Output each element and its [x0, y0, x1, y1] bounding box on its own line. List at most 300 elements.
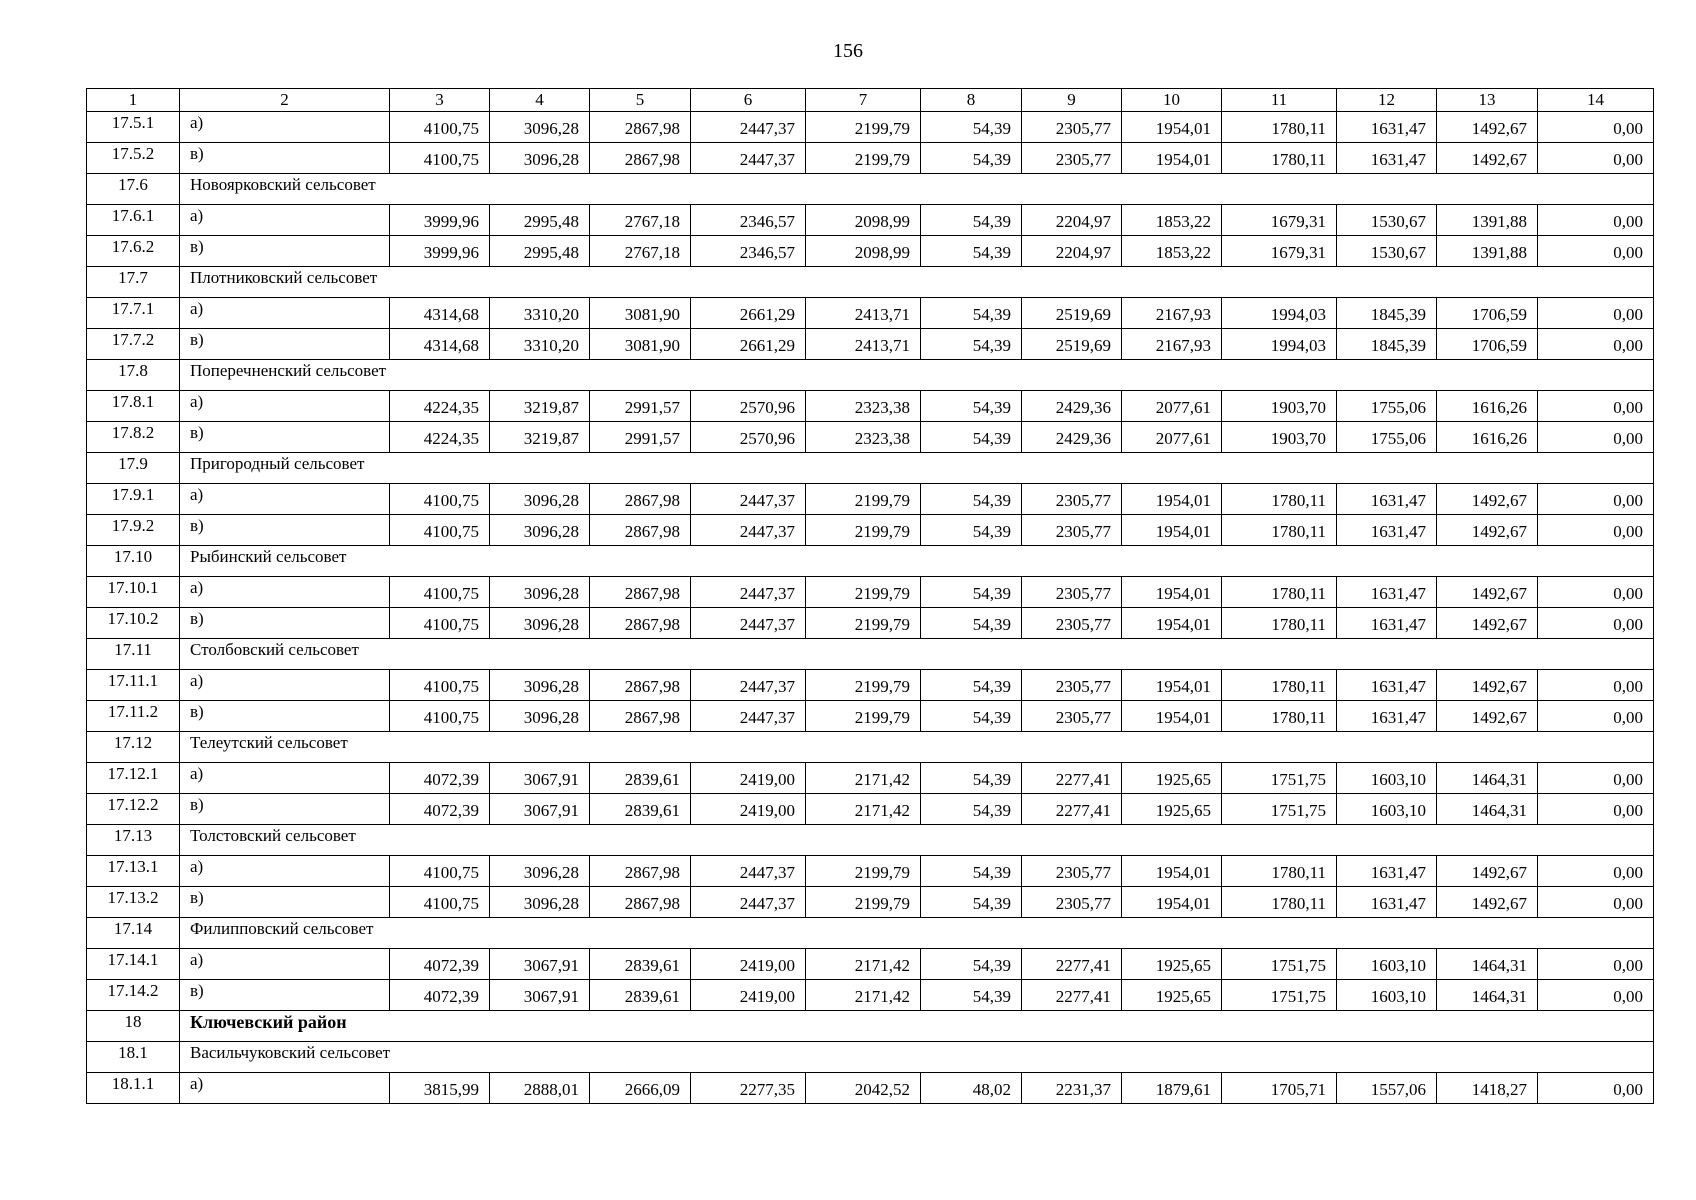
value-cell-col-6: 2419,00 [691, 949, 806, 980]
value-cell-col-5: 2991,57 [590, 391, 691, 422]
value-cell-col-11: 1751,75 [1222, 980, 1337, 1011]
table-row [87, 298, 1654, 329]
value-cell-col-14: 0,00 [1538, 1073, 1654, 1104]
row-label: а) [180, 298, 390, 329]
row-number: 17.11 [87, 639, 180, 670]
value-cell-col-10: 1853,22 [1122, 205, 1222, 236]
value-cell-col-4: 3219,87 [490, 422, 590, 453]
value-cell-col-12: 1845,39 [1337, 298, 1437, 329]
value-cell-col-9: 2305,77 [1022, 143, 1122, 174]
value-cell-col-10: 1925,65 [1122, 980, 1222, 1011]
value-cell-col-8: 48,02 [921, 1073, 1022, 1104]
value-cell-col-3: 4072,39 [390, 980, 490, 1011]
value-cell-col-9: 2277,41 [1022, 949, 1122, 980]
value-cell-col-13: 1492,67 [1437, 608, 1538, 639]
value-cell-col-14: 0,00 [1538, 329, 1654, 360]
value-cell-col-13: 1391,88 [1437, 236, 1538, 267]
value-cell-col-9: 2305,77 [1022, 670, 1122, 701]
row-number: 17.7 [87, 267, 180, 298]
table-row [87, 422, 1654, 453]
value-cell-col-8: 54,39 [921, 205, 1022, 236]
column-header-row [87, 89, 1654, 112]
value-cell-col-7: 2323,38 [806, 391, 921, 422]
value-cell-col-11: 1780,11 [1222, 112, 1337, 143]
value-cell-col-7: 2199,79 [806, 856, 921, 887]
value-cell-col-14: 0,00 [1538, 608, 1654, 639]
row-label: а) [180, 484, 390, 515]
row-number: 17.6.2 [87, 236, 180, 267]
value-cell-col-12: 1603,10 [1337, 949, 1437, 980]
value-cell-col-3: 4100,75 [390, 701, 490, 732]
value-cell-col-3: 4100,75 [390, 887, 490, 918]
value-cell-col-12: 1557,06 [1337, 1073, 1437, 1104]
value-cell-col-9: 2305,77 [1022, 856, 1122, 887]
value-cell-col-6: 2570,96 [691, 391, 806, 422]
value-cell-col-6: 2447,37 [691, 856, 806, 887]
value-cell-col-14: 0,00 [1538, 701, 1654, 732]
value-cell-col-8: 54,39 [921, 112, 1022, 143]
value-cell-col-14: 0,00 [1538, 980, 1654, 1011]
row-number: 17.12.2 [87, 794, 180, 825]
value-cell-col-9: 2305,77 [1022, 701, 1122, 732]
value-cell-col-11: 1679,31 [1222, 205, 1337, 236]
column-header-13: 13 [1437, 89, 1538, 112]
value-cell-col-3: 4100,75 [390, 608, 490, 639]
row-label: в) [180, 794, 390, 825]
row-number: 17.7.2 [87, 329, 180, 360]
row-number: 17.13.1 [87, 856, 180, 887]
value-cell-col-4: 3096,28 [490, 515, 590, 546]
value-cell-col-8: 54,39 [921, 143, 1022, 174]
row-label: а) [180, 763, 390, 794]
value-cell-col-9: 2305,77 [1022, 577, 1122, 608]
row-number: 17.9.1 [87, 484, 180, 515]
table-row [87, 205, 1654, 236]
value-cell-col-13: 1492,67 [1437, 112, 1538, 143]
section-name: Рыбинский сельсовет [180, 546, 1654, 577]
column-header-7: 7 [806, 89, 921, 112]
value-cell-col-4: 3096,28 [490, 608, 590, 639]
row-label: а) [180, 577, 390, 608]
value-cell-col-5: 3081,90 [590, 329, 691, 360]
value-cell-col-3: 4072,39 [390, 794, 490, 825]
value-cell-col-4: 3096,28 [490, 670, 590, 701]
value-cell-col-10: 1954,01 [1122, 515, 1222, 546]
section-header-row [87, 639, 1654, 670]
value-cell-col-3: 4224,35 [390, 391, 490, 422]
section-header-row [87, 453, 1654, 484]
value-cell-col-11: 1780,11 [1222, 608, 1337, 639]
value-cell-col-5: 2991,57 [590, 422, 691, 453]
row-label: а) [180, 112, 390, 143]
value-cell-col-11: 1780,11 [1222, 143, 1337, 174]
value-cell-col-7: 2199,79 [806, 887, 921, 918]
value-cell-col-11: 1679,31 [1222, 236, 1337, 267]
value-cell-col-11: 1780,11 [1222, 670, 1337, 701]
value-cell-col-3: 4072,39 [390, 949, 490, 980]
row-number: 17.11.2 [87, 701, 180, 732]
section-name: Столбовский сельсовет [180, 639, 1654, 670]
value-cell-col-14: 0,00 [1538, 887, 1654, 918]
row-number: 17.11.1 [87, 670, 180, 701]
row-number: 17.12.1 [87, 763, 180, 794]
value-cell-col-12: 1631,47 [1337, 608, 1437, 639]
value-cell-col-10: 1954,01 [1122, 143, 1222, 174]
value-cell-col-10: 2167,93 [1122, 298, 1222, 329]
row-label: а) [180, 949, 390, 980]
value-cell-col-10: 1954,01 [1122, 701, 1222, 732]
value-cell-col-9: 2519,69 [1022, 329, 1122, 360]
value-cell-col-6: 2661,29 [691, 329, 806, 360]
value-cell-col-8: 54,39 [921, 422, 1022, 453]
value-cell-col-11: 1780,11 [1222, 856, 1337, 887]
value-cell-col-8: 54,39 [921, 298, 1022, 329]
section-name: Пригородный сельсовет [180, 453, 1654, 484]
value-cell-col-14: 0,00 [1538, 670, 1654, 701]
table-row [87, 577, 1654, 608]
value-cell-col-9: 2204,97 [1022, 205, 1122, 236]
value-cell-col-8: 54,39 [921, 236, 1022, 267]
row-number: 18.1.1 [87, 1073, 180, 1104]
value-cell-col-11: 1751,75 [1222, 949, 1337, 980]
value-cell-col-10: 1954,01 [1122, 484, 1222, 515]
value-cell-col-6: 2661,29 [691, 298, 806, 329]
value-cell-col-3: 4314,68 [390, 329, 490, 360]
value-cell-col-3: 3999,96 [390, 205, 490, 236]
column-header-10: 10 [1122, 89, 1222, 112]
value-cell-col-7: 2323,38 [806, 422, 921, 453]
value-cell-col-5: 2666,09 [590, 1073, 691, 1104]
value-cell-col-10: 1954,01 [1122, 608, 1222, 639]
table-row [87, 236, 1654, 267]
section-header-row [87, 918, 1654, 949]
value-cell-col-12: 1755,06 [1337, 422, 1437, 453]
section-header-row [87, 174, 1654, 205]
row-label: в) [180, 143, 390, 174]
value-cell-col-8: 54,39 [921, 577, 1022, 608]
value-cell-col-5: 2867,98 [590, 112, 691, 143]
value-cell-col-6: 2419,00 [691, 794, 806, 825]
column-header-6: 6 [691, 89, 806, 112]
row-number: 17.14.1 [87, 949, 180, 980]
value-cell-col-13: 1492,67 [1437, 856, 1538, 887]
value-cell-col-3: 4100,75 [390, 670, 490, 701]
column-header-11: 11 [1222, 89, 1337, 112]
value-cell-col-13: 1464,31 [1437, 949, 1538, 980]
value-cell-col-13: 1616,26 [1437, 422, 1538, 453]
value-cell-col-12: 1631,47 [1337, 515, 1437, 546]
value-cell-col-13: 1492,67 [1437, 484, 1538, 515]
value-cell-col-11: 1780,11 [1222, 701, 1337, 732]
table-row [87, 143, 1654, 174]
column-header-4: 4 [490, 89, 590, 112]
value-cell-col-7: 2171,42 [806, 949, 921, 980]
value-cell-col-11: 1751,75 [1222, 794, 1337, 825]
value-cell-col-10: 1925,65 [1122, 794, 1222, 825]
value-cell-col-14: 0,00 [1538, 515, 1654, 546]
value-cell-col-7: 2199,79 [806, 670, 921, 701]
value-cell-col-12: 1631,47 [1337, 887, 1437, 918]
value-cell-col-9: 2305,77 [1022, 887, 1122, 918]
value-cell-col-10: 2077,61 [1122, 391, 1222, 422]
row-number: 18.1 [87, 1042, 180, 1073]
value-cell-col-7: 2171,42 [806, 763, 921, 794]
value-cell-col-6: 2447,37 [691, 143, 806, 174]
value-cell-col-7: 2199,79 [806, 701, 921, 732]
value-cell-col-4: 2995,48 [490, 205, 590, 236]
value-cell-col-3: 4100,75 [390, 515, 490, 546]
value-cell-col-5: 2867,98 [590, 484, 691, 515]
value-cell-col-3: 4072,39 [390, 763, 490, 794]
value-cell-col-8: 54,39 [921, 763, 1022, 794]
row-label: в) [180, 236, 390, 267]
value-cell-col-4: 3096,28 [490, 887, 590, 918]
section-name: Филипповский сельсовет [180, 918, 1654, 949]
value-cell-col-14: 0,00 [1538, 484, 1654, 515]
row-number: 17.8.1 [87, 391, 180, 422]
value-cell-col-6: 2447,37 [691, 112, 806, 143]
value-cell-col-6: 2447,37 [691, 515, 806, 546]
row-number: 17.10.2 [87, 608, 180, 639]
table-row [87, 391, 1654, 422]
value-cell-col-8: 54,39 [921, 856, 1022, 887]
value-cell-col-4: 3096,28 [490, 577, 590, 608]
row-number: 17.9 [87, 453, 180, 484]
value-cell-col-12: 1631,47 [1337, 143, 1437, 174]
value-cell-col-9: 2429,36 [1022, 391, 1122, 422]
value-cell-col-9: 2519,69 [1022, 298, 1122, 329]
value-cell-col-6: 2419,00 [691, 763, 806, 794]
value-cell-col-6: 2447,37 [691, 484, 806, 515]
value-cell-col-10: 1954,01 [1122, 856, 1222, 887]
value-cell-col-9: 2277,41 [1022, 763, 1122, 794]
value-cell-col-13: 1492,67 [1437, 515, 1538, 546]
value-cell-col-5: 2839,61 [590, 794, 691, 825]
column-header-3: 3 [390, 89, 490, 112]
value-cell-col-10: 2167,93 [1122, 329, 1222, 360]
column-header-1: 1 [87, 89, 180, 112]
row-number: 17.13 [87, 825, 180, 856]
value-cell-col-4: 3096,28 [490, 856, 590, 887]
value-cell-col-10: 1954,01 [1122, 670, 1222, 701]
column-header-14: 14 [1538, 89, 1654, 112]
value-cell-col-10: 1954,01 [1122, 577, 1222, 608]
value-cell-col-10: 1925,65 [1122, 949, 1222, 980]
value-cell-col-7: 2413,71 [806, 298, 921, 329]
section-name: Телеутский сельсовет [180, 732, 1654, 763]
value-cell-col-11: 1903,70 [1222, 391, 1337, 422]
row-label: а) [180, 391, 390, 422]
value-cell-col-6: 2570,96 [691, 422, 806, 453]
table-row [87, 484, 1654, 515]
value-cell-col-12: 1631,47 [1337, 856, 1437, 887]
table-row [87, 329, 1654, 360]
value-cell-col-8: 54,39 [921, 484, 1022, 515]
value-cell-col-14: 0,00 [1538, 298, 1654, 329]
value-cell-col-12: 1603,10 [1337, 980, 1437, 1011]
table-row [87, 763, 1654, 794]
row-number: 17.14.2 [87, 980, 180, 1011]
row-label: а) [180, 205, 390, 236]
value-cell-col-13: 1492,67 [1437, 577, 1538, 608]
value-cell-col-6: 2419,00 [691, 980, 806, 1011]
value-cell-col-4: 3067,91 [490, 794, 590, 825]
row-label: в) [180, 980, 390, 1011]
value-cell-col-9: 2305,77 [1022, 484, 1122, 515]
value-cell-col-9: 2429,36 [1022, 422, 1122, 453]
value-cell-col-9: 2305,77 [1022, 112, 1122, 143]
row-label: а) [180, 856, 390, 887]
value-cell-col-8: 54,39 [921, 980, 1022, 1011]
value-cell-col-10: 1925,65 [1122, 763, 1222, 794]
value-cell-col-14: 0,00 [1538, 236, 1654, 267]
value-cell-col-4: 3096,28 [490, 484, 590, 515]
value-cell-col-5: 2867,98 [590, 143, 691, 174]
section-name: Толстовский сельсовет [180, 825, 1654, 856]
value-cell-col-8: 54,39 [921, 515, 1022, 546]
column-header-8: 8 [921, 89, 1022, 112]
value-cell-col-6: 2447,37 [691, 608, 806, 639]
row-number: 17.10.1 [87, 577, 180, 608]
value-cell-col-14: 0,00 [1538, 949, 1654, 980]
value-cell-col-12: 1631,47 [1337, 577, 1437, 608]
table-row [87, 1073, 1654, 1104]
value-cell-col-6: 2277,35 [691, 1073, 806, 1104]
value-cell-col-9: 2305,77 [1022, 608, 1122, 639]
value-cell-col-14: 0,00 [1538, 205, 1654, 236]
value-cell-col-10: 2077,61 [1122, 422, 1222, 453]
row-number: 18 [87, 1011, 180, 1042]
value-cell-col-3: 4224,35 [390, 422, 490, 453]
row-number: 17.10 [87, 546, 180, 577]
value-cell-col-4: 2995,48 [490, 236, 590, 267]
value-cell-col-11: 1994,03 [1222, 298, 1337, 329]
section-name: Новоярковский сельсовет [180, 174, 1654, 205]
value-cell-col-5: 2839,61 [590, 980, 691, 1011]
value-cell-col-11: 1780,11 [1222, 484, 1337, 515]
value-cell-col-11: 1705,71 [1222, 1073, 1337, 1104]
value-cell-col-7: 2199,79 [806, 112, 921, 143]
value-cell-col-3: 3815,99 [390, 1073, 490, 1104]
value-cell-col-7: 2042,52 [806, 1073, 921, 1104]
value-cell-col-7: 2413,71 [806, 329, 921, 360]
table-row [87, 887, 1654, 918]
value-cell-col-7: 2199,79 [806, 515, 921, 546]
value-cell-col-5: 2839,61 [590, 949, 691, 980]
table-row [87, 670, 1654, 701]
value-cell-col-14: 0,00 [1538, 112, 1654, 143]
value-cell-col-9: 2231,37 [1022, 1073, 1122, 1104]
column-header-5: 5 [590, 89, 691, 112]
row-label: а) [180, 1073, 390, 1104]
value-cell-col-8: 54,39 [921, 701, 1022, 732]
value-cell-col-10: 1954,01 [1122, 887, 1222, 918]
value-cell-col-14: 0,00 [1538, 143, 1654, 174]
section-header-row [87, 360, 1654, 391]
table-row [87, 608, 1654, 639]
value-cell-col-14: 0,00 [1538, 391, 1654, 422]
row-label: в) [180, 701, 390, 732]
value-cell-col-13: 1706,59 [1437, 329, 1538, 360]
table-row [87, 856, 1654, 887]
row-number: 17.14 [87, 918, 180, 949]
value-cell-col-5: 2867,98 [590, 670, 691, 701]
value-cell-col-8: 54,39 [921, 391, 1022, 422]
value-cell-col-5: 2867,98 [590, 856, 691, 887]
value-cell-col-8: 54,39 [921, 887, 1022, 918]
value-cell-col-6: 2346,57 [691, 236, 806, 267]
column-header-12: 12 [1337, 89, 1437, 112]
section-header-row [87, 546, 1654, 577]
value-cell-col-11: 1751,75 [1222, 763, 1337, 794]
value-cell-col-12: 1631,47 [1337, 484, 1437, 515]
table-row [87, 794, 1654, 825]
value-cell-col-10: 1879,61 [1122, 1073, 1222, 1104]
row-number: 17.6.1 [87, 205, 180, 236]
value-cell-col-9: 2277,41 [1022, 794, 1122, 825]
row-number: 17.8.2 [87, 422, 180, 453]
value-cell-col-13: 1418,27 [1437, 1073, 1538, 1104]
value-cell-col-3: 3999,96 [390, 236, 490, 267]
value-cell-col-3: 4100,75 [390, 856, 490, 887]
row-label: в) [180, 329, 390, 360]
table-row [87, 112, 1654, 143]
value-cell-col-7: 2171,42 [806, 794, 921, 825]
value-cell-col-5: 2867,98 [590, 887, 691, 918]
value-cell-col-13: 1464,31 [1437, 980, 1538, 1011]
value-cell-col-14: 0,00 [1538, 422, 1654, 453]
value-cell-col-12: 1603,10 [1337, 763, 1437, 794]
value-cell-col-4: 3310,20 [490, 329, 590, 360]
value-cell-col-14: 0,00 [1538, 856, 1654, 887]
value-cell-col-11: 1903,70 [1222, 422, 1337, 453]
column-header-9: 9 [1022, 89, 1122, 112]
value-cell-col-8: 54,39 [921, 608, 1022, 639]
value-cell-col-4: 3219,87 [490, 391, 590, 422]
value-cell-col-4: 3067,91 [490, 949, 590, 980]
value-cell-col-13: 1492,67 [1437, 670, 1538, 701]
row-label: в) [180, 608, 390, 639]
district-name: Ключевский район [180, 1011, 1654, 1042]
value-cell-col-14: 0,00 [1538, 763, 1654, 794]
value-cell-col-9: 2204,97 [1022, 236, 1122, 267]
row-number: 17.5.2 [87, 143, 180, 174]
value-cell-col-5: 3081,90 [590, 298, 691, 329]
value-cell-col-5: 2767,18 [590, 236, 691, 267]
row-label: в) [180, 515, 390, 546]
section-header-row [87, 1042, 1654, 1073]
value-cell-col-7: 2199,79 [806, 143, 921, 174]
value-cell-col-3: 4100,75 [390, 143, 490, 174]
value-cell-col-6: 2346,57 [691, 205, 806, 236]
value-cell-col-13: 1492,67 [1437, 701, 1538, 732]
value-cell-col-12: 1530,67 [1337, 205, 1437, 236]
value-cell-col-9: 2305,77 [1022, 515, 1122, 546]
section-name: Васильчуковский сельсовет [180, 1042, 1654, 1073]
value-cell-col-5: 2867,98 [590, 577, 691, 608]
tariff-table [86, 88, 1654, 1104]
value-cell-col-13: 1492,67 [1437, 143, 1538, 174]
section-header-row [87, 825, 1654, 856]
value-cell-col-14: 0,00 [1538, 577, 1654, 608]
value-cell-col-3: 4100,75 [390, 577, 490, 608]
row-number: 17.5.1 [87, 112, 180, 143]
value-cell-col-13: 1706,59 [1437, 298, 1538, 329]
value-cell-col-12: 1845,39 [1337, 329, 1437, 360]
value-cell-col-9: 2277,41 [1022, 980, 1122, 1011]
value-cell-col-14: 0,00 [1538, 794, 1654, 825]
value-cell-col-13: 1492,67 [1437, 887, 1538, 918]
